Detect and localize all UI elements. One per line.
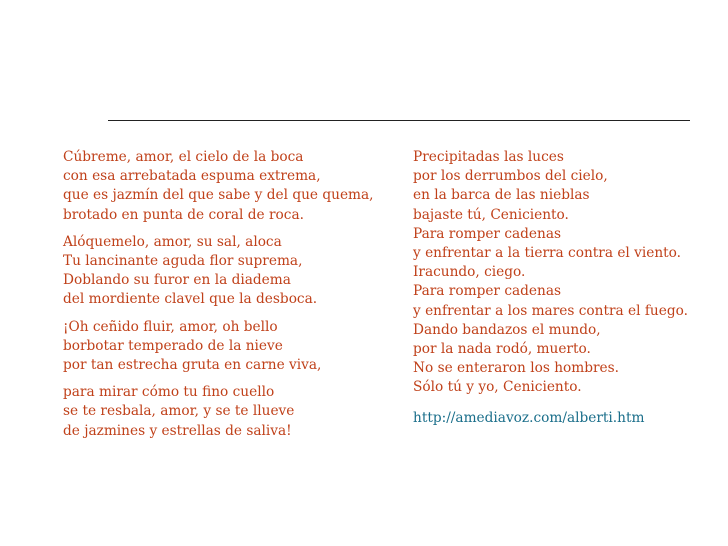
poem-right-column bbox=[413, 148, 723, 428]
poem-line: por la nada rodó, muerto. bbox=[413, 341, 591, 358]
poem-line: de jazmines y estrellas de saliva! bbox=[63, 422, 292, 439]
poem-line: en la barca de las nieblas bbox=[413, 187, 590, 204]
poem-line: para mirar cómo tu fino cuello bbox=[63, 384, 275, 401]
poem-line: se te resbala, amor, y se te llueve bbox=[63, 403, 295, 420]
poem-line: bajaste tú, Ceniciento. bbox=[413, 206, 569, 223]
poem-line: Doblando su furor en la diadema bbox=[63, 272, 291, 289]
poem-line: Para romper cadenas bbox=[413, 283, 562, 300]
poem-line: con esa arrebatada espuma extrema, bbox=[63, 168, 321, 185]
horizontal-rule bbox=[108, 120, 690, 121]
poem-line: Tu lancinante aguda flor suprema, bbox=[63, 253, 303, 270]
poem-line: No se enteraron los hombres. bbox=[413, 360, 620, 377]
poem-line: del mordiente clavel que la desboca. bbox=[63, 291, 318, 308]
poem-line: Precipitadas las luces bbox=[413, 149, 564, 165]
poem-line: que es jazmín del que sabe y del que quema, bbox=[63, 187, 374, 204]
poem-left-stanza-4 bbox=[63, 383, 393, 441]
poem-line: y enfrentar a la tierra contra el viento. bbox=[413, 245, 682, 262]
poem-line: por los derrumbos del cielo, bbox=[413, 168, 608, 185]
poem-left-column bbox=[63, 148, 393, 449]
source-link[interactable]: http://amediavoz.com/alberti.htm bbox=[413, 409, 645, 426]
poem-line: Para romper cadenas bbox=[413, 225, 562, 242]
poem-line: Alóquemelo, amor, su sal, aloca bbox=[63, 233, 282, 250]
poem-line: Sólo tú y yo, Ceniciento. bbox=[413, 379, 582, 396]
poem-line: y enfrentar a los mares contra el fuego. bbox=[413, 302, 688, 319]
poem-line: ¡Oh ceñido fluir, amor, oh bello bbox=[63, 318, 278, 335]
poem-line: Cúbreme, amor, el cielo de la boca bbox=[63, 149, 304, 165]
poem-left-stanza-1 bbox=[63, 148, 393, 225]
poem-line: Iracundo, ciego. bbox=[413, 264, 526, 281]
poem-line: brotado en punta de coral de roca. bbox=[63, 206, 304, 223]
poem-line: Dando bandazos el mundo, bbox=[413, 321, 601, 338]
poem-left-stanza-2 bbox=[63, 233, 393, 310]
poem-left-stanza-3 bbox=[63, 318, 393, 376]
poem-line: por tan estrecha gruta en carne viva, bbox=[63, 357, 322, 374]
poem-line: borbotar temperado de la nieve bbox=[63, 337, 283, 354]
